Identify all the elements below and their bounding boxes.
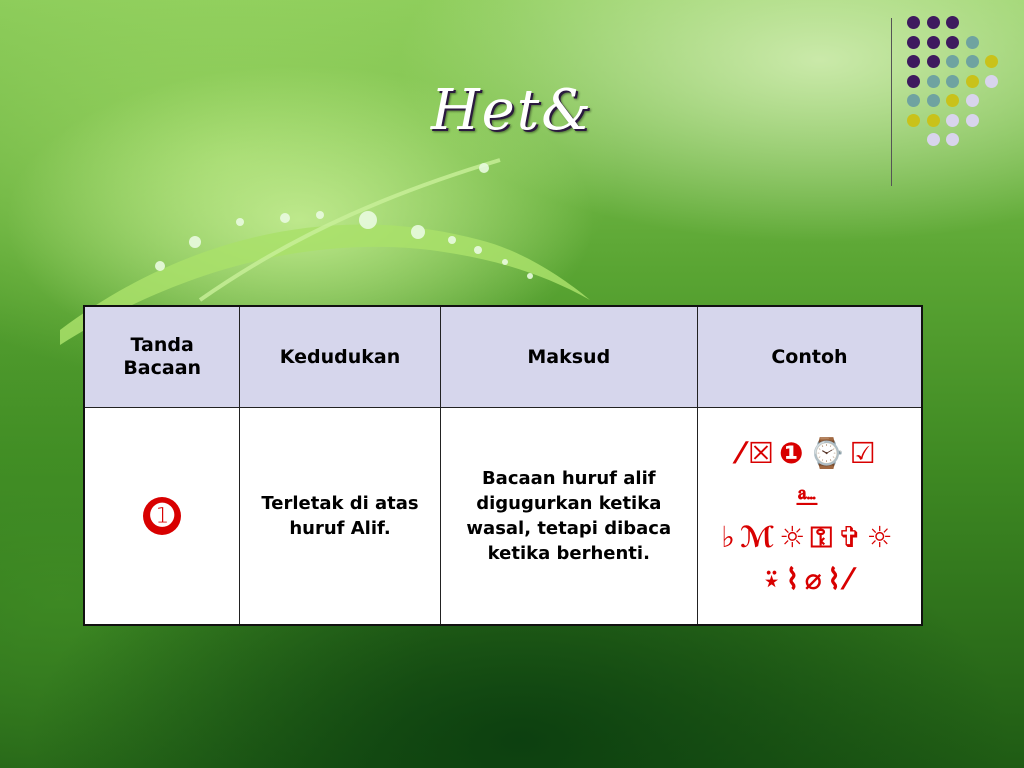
- decorative-dot: [966, 114, 979, 127]
- decorative-dot-grid: [907, 16, 1017, 166]
- decorative-dot: [927, 16, 940, 29]
- decorative-dot: [946, 114, 959, 127]
- decorative-dot: [966, 36, 979, 49]
- reading-sign-table: [83, 305, 923, 626]
- decorative-dot: [927, 55, 940, 68]
- position-text: Terletak di atas huruf Alif.: [261, 493, 419, 539]
- decorative-dot: [966, 94, 979, 107]
- decorative-dot: [985, 55, 998, 68]
- table-header-row: [84, 306, 922, 408]
- decorative-dot: [927, 75, 940, 88]
- decorative-dot: [907, 36, 920, 49]
- decorative-dot: [907, 55, 920, 68]
- decorative-dot: [907, 114, 920, 127]
- example-line: ⁄☒❶⌚☑: [738, 436, 881, 470]
- table-row: [84, 408, 922, 626]
- decorative-dot: [966, 55, 979, 68]
- decorative-dot: [946, 75, 959, 88]
- decorative-dot: [907, 94, 920, 107]
- decorative-dot: [966, 75, 979, 88]
- decorative-vertical-line: [891, 18, 892, 186]
- decorative-dot: [946, 55, 959, 68]
- decorative-dot: [946, 94, 959, 107]
- decorative-dot: [946, 133, 959, 146]
- header-tanda-bacaan: Tanda Bacaan: [84, 306, 240, 408]
- decorative-dot: [927, 114, 940, 127]
- example-text: [699, 432, 920, 600]
- header-kedudukan: Kedudukan: [240, 306, 440, 408]
- slide-title: Het&: [430, 78, 594, 143]
- cell-tanda-bacaan: [84, 408, 240, 626]
- header-contoh: Contoh: [697, 306, 922, 408]
- cell-maksud: [440, 408, 697, 626]
- decorative-dot: [927, 133, 940, 146]
- decorative-dot: [907, 16, 920, 29]
- cell-contoh: [697, 408, 922, 626]
- decorative-dot: [946, 36, 959, 49]
- example-line: ♭ℳ☼⚿✞☼: [721, 520, 898, 554]
- meaning-text: Bacaan huruf alif digugurkan ketika wasal, tetapi dibaca ketika berhenti.: [466, 468, 672, 564]
- example-line: ⍣⌇⌀⌇⁄: [762, 562, 856, 596]
- decorative-dot: [927, 36, 940, 49]
- header-maksud: Maksud: [440, 306, 697, 408]
- example-line: ⎁: [795, 478, 824, 512]
- decorative-dot: [927, 94, 940, 107]
- cell-kedudukan: [240, 408, 440, 626]
- decorative-dot: [985, 75, 998, 88]
- decorative-dot: [907, 75, 920, 88]
- decorative-dot: [946, 16, 959, 29]
- sign-mark-icon: ➊: [143, 497, 181, 535]
